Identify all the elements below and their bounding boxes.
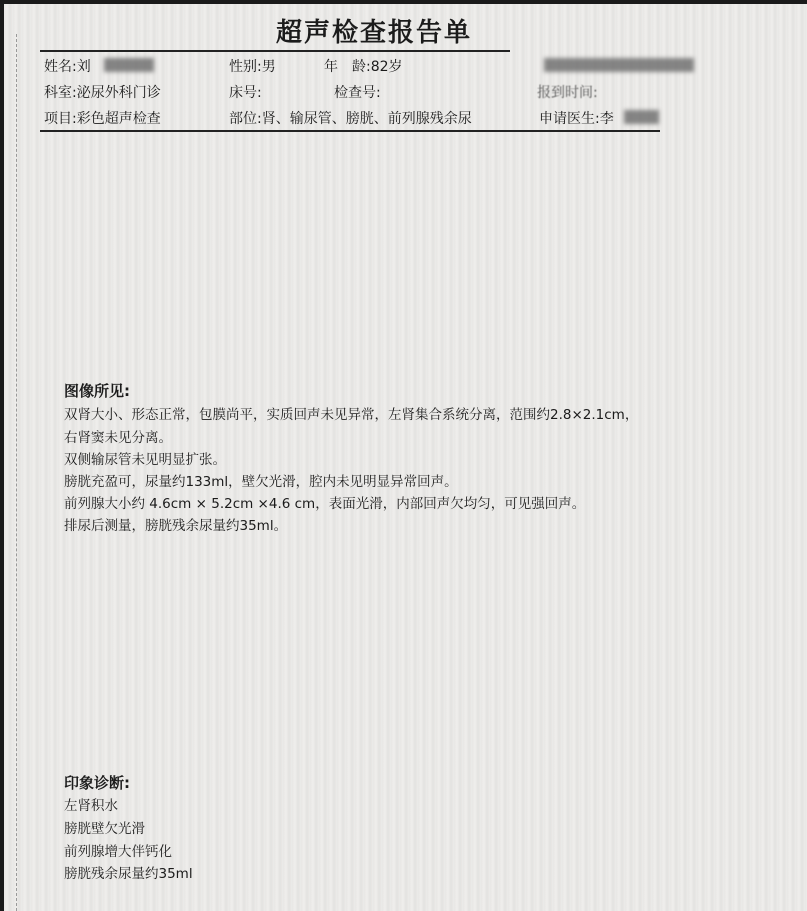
findings-line: 前列腺大小约 4.6cm × 5.2cm ×4.6 cm，表面光滑，内部回声欠均匀，可见强回声。: [64, 496, 586, 512]
findings-line: 双侧输尿管未见明显扩张。: [64, 452, 226, 468]
impression-line: 膀胱残余尿量约35ml: [64, 866, 193, 882]
findings-line: 排尿后测量，膀胱残余尿量约35ml。: [64, 518, 288, 534]
findings-heading: 图像所见:: [64, 382, 130, 400]
item-field: 项目:彩色超声检查: [44, 111, 161, 127]
findings-line: 膀胱充盈可，尿量约133ml，壁欠光滑，腔内未见明显异常回声。: [64, 474, 458, 490]
impression-heading: 印象诊断:: [64, 774, 130, 792]
redaction: [544, 58, 694, 72]
site-field: 部位:肾、输尿管、膀胱、前列腺残余尿: [229, 111, 472, 127]
findings-line: 双肾大小、形态正常，包膜尚平，实质回声未见异常，左肾集合系统分离，范围约2.8×2.1cm，: [64, 407, 639, 423]
bed-field: 床号:: [229, 85, 262, 101]
dept-field: 科室:泌尿外科门诊: [44, 85, 161, 101]
findings-line: 右肾窦未见分离。: [64, 430, 172, 446]
impression-line: 前列腺增大伴钙化: [64, 844, 172, 860]
age-field: 年 龄:82岁: [324, 59, 403, 75]
report-title: 超声检查报告单: [275, 18, 472, 48]
exam-no-field: 检查号:: [334, 85, 381, 101]
report-paper: [4, 4, 807, 911]
header-bottom-rule: [40, 130, 660, 132]
perforation-edge: [16, 34, 17, 911]
redaction: [104, 58, 154, 72]
sex-field: 性别:男: [229, 59, 276, 75]
redaction: [624, 110, 659, 124]
header-top-rule: [40, 50, 510, 52]
doctor-field: 申请医生:李: [539, 111, 614, 127]
report-time-field: 报到时间:: [537, 85, 598, 101]
name-field: 姓名:刘: [44, 59, 91, 75]
impression-line: 左肾积水: [64, 798, 118, 814]
impression-line: 膀胱壁欠光滑: [64, 821, 145, 837]
